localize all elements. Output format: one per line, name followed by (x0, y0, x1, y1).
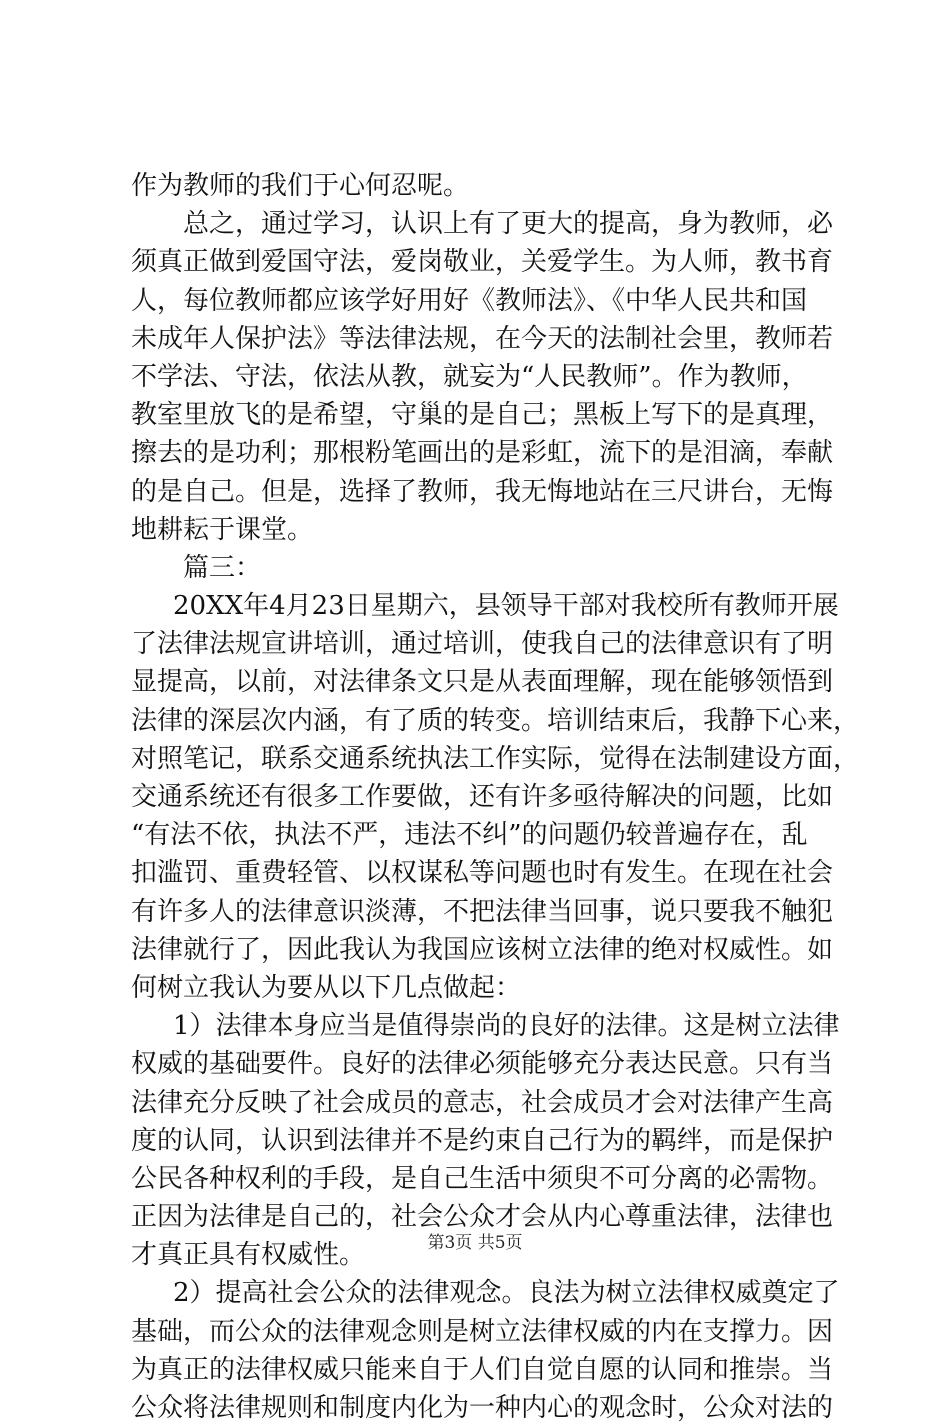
text-line: 为真正的法律权威只能来自于人们自觉自愿的认同和推崇。当 (131, 1354, 834, 1385)
text-line: 人，每位教师都应该学好用好《教师法》、《中华人民共和国 (131, 285, 808, 316)
page-footer (0, 1232, 950, 1254)
text-line: 交通系统还有很多工作要做，还有许多亟待解决的问题，比如 (131, 782, 834, 812)
text-line: 权威的基础要件。良好的法律必须能够充分表达民意。只有当 (131, 1049, 834, 1080)
text-line: 扣滥罚、重费轻管、以权谋私等问题也时有发生。在现在社会 (131, 858, 834, 889)
text-line: 了法律法规宣讲培训，通过培训，使我自己的法律意识有了明 (131, 629, 834, 660)
text-line: 20XX年4月23日星期六，县领导干部对我校所有教师开展 (173, 591, 839, 622)
text-line: 有许多人的法律意识淡薄，不把法律当回事，说只要我不触犯 (131, 896, 834, 927)
text-line: 2）提高社会公众的法律观念。良法为树立法律权威奠定了 (173, 1278, 840, 1309)
section-heading: 篇三： (183, 552, 262, 583)
text-line: 法律就行了，因此我认为我国应该树立法律的绝对权威性。如 (131, 934, 834, 965)
text-line: 教室里放飞的是希望，守巢的是自己；黑板上写下的是真理， (131, 400, 834, 431)
page-number-label: 第3页 共5页 (427, 1233, 523, 1253)
text-line: 作为教师的我们于心何忍呢。 (131, 171, 470, 201)
text-line: 未成年人保护法》等法律法规，在今天的法制社会里，教师若 (131, 323, 834, 354)
text-line: 度的认同，认识到法律并不是约束自己行为的羁绊，而是保护 (131, 1125, 834, 1156)
text-line: “有法不依，执法不严，违法不纠”的问题仍较普遍存在，乱 (131, 820, 808, 851)
text-line: 擦去的是功利；那根粉笔画出的是彩虹，流下的是泪滴，奉献 (131, 438, 834, 469)
text-line: 对照笔记，联系交通系统执法工作实际，觉得在法制建设方面， (131, 743, 860, 774)
text-line: 公民各种权利的手段，是自己生活中须臾不可分离的必需物。 (131, 1163, 834, 1194)
text-line: 何树立我认为要从以下几点做起： (131, 972, 522, 1003)
text-line: 基础，而公众的法律观念则是树立法律权威的内在支撑力。因 (131, 1316, 834, 1347)
text-line: 1）法律本身应当是值得崇尚的良好的法律。这是树立法律 (173, 1011, 840, 1042)
text-line: 法律的深层次内涵，有了质的转变。培训结束后，我静下心来， (131, 705, 860, 736)
text-line: 总之，通过学习，认识上有了更大的提高，身为教师，必 (183, 209, 834, 240)
text-line: 正因为法律是自己的，社会公众才会从内心尊重法律，法律也 (131, 1202, 834, 1233)
text-line: 才真正具有权威性。 (131, 1240, 366, 1271)
text-line: 显提高，以前，对法律条文只是从表面理解，现在能够领悟到 (131, 667, 834, 698)
text-line: 不学法、守法，依法从教，就妄为“人民教师”。作为教师， (131, 361, 808, 392)
text-line: 须真正做到爱国守法，爱岗敬业，关爱学生。为人师，教书育 (131, 247, 834, 278)
text-line: 公众将法律规则和制度内化为一种内心的观念时，公众对法的 (131, 1393, 834, 1423)
text-line: 的是自己。但是，选择了教师，我无悔地站在三尺讲台，无悔 (131, 476, 834, 507)
text-line: 法律充分反映了社会成员的意志，社会成员才会对法律产生高 (131, 1087, 834, 1118)
text-line: 地耕耘于课堂。 (131, 514, 314, 545)
